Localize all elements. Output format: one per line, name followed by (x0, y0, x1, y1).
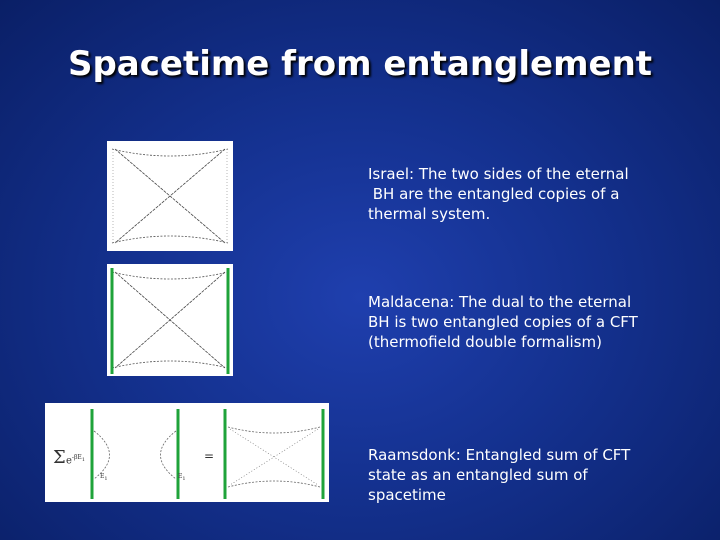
caption-israel-line-1: Israel: The two sides of the eternal (368, 165, 629, 183)
caption-israel-line-3: thermal system. (368, 205, 491, 223)
entangled-sum-diagram (45, 403, 329, 502)
caption-raamsdonk-line-3: spacetime (368, 486, 446, 504)
caption-maldacena-line-3: (thermofield double formalism) (368, 333, 602, 351)
caption-maldacena (368, 292, 638, 352)
caption-raamsdonk (368, 445, 630, 505)
penrose-diagram-israel (107, 141, 233, 251)
equals-sign: = (204, 449, 215, 463)
boltzmann-weight: $e^{-\beta E_1}$ (66, 454, 85, 467)
caption-israel-line-2: BH are the entangled copies of a (368, 185, 620, 203)
caption-israel (368, 164, 629, 224)
caption-raamsdonk-line-1: Raamsdonk: Entangled sum of CFT (368, 446, 631, 464)
sum-symbol: Σ (53, 447, 66, 468)
penrose-diagram-maldacena (107, 264, 233, 376)
caption-maldacena-line-2: BH is two entangled copies of a CFT (368, 313, 638, 331)
energy-label-left: $E_1$ (100, 473, 108, 483)
caption-raamsdonk-line-2: state as an entangled sum of (368, 466, 588, 484)
energy-label-right: $E_1$ (178, 473, 186, 483)
caption-maldacena-line-1: Maldacena: The dual to the eternal (368, 293, 632, 311)
slide-title: Spacetime from entanglement (67, 44, 653, 84)
